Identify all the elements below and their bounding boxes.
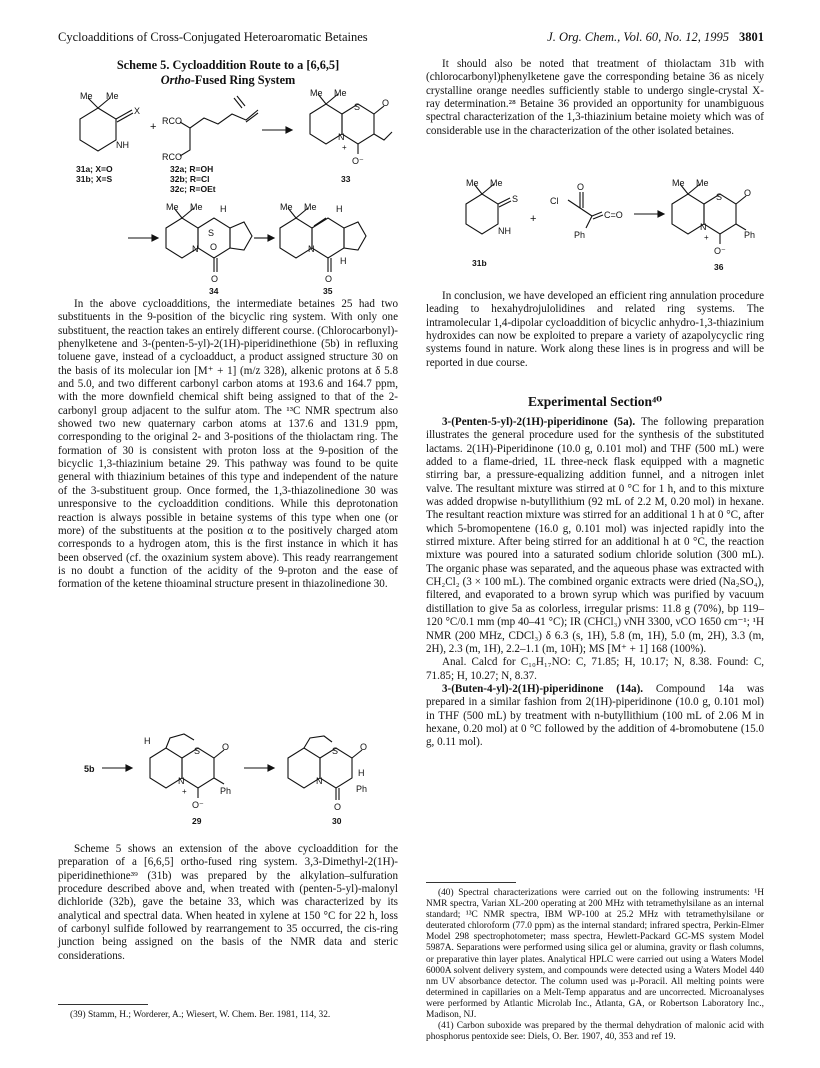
running-header xyxy=(58,30,764,46)
me-label: Me xyxy=(280,202,293,212)
journal-name: J. Org. Chem., Vol. 60, No. 12, 1995 xyxy=(547,30,729,44)
footnote-rule-right xyxy=(426,882,516,883)
page-number: 3801 xyxy=(739,30,764,44)
label-29: 29 xyxy=(192,816,202,826)
compound-32-structure xyxy=(162,96,258,194)
compound-29-structure xyxy=(144,734,231,826)
scheme-31b-36 xyxy=(426,178,764,278)
s-label: S xyxy=(332,746,339,756)
experimental-section xyxy=(426,394,764,750)
running-title: Cycloadditions of Cross-Conjugated Heteroaromatic Betaines xyxy=(58,30,368,44)
ominus-label: O⁻ xyxy=(352,156,364,166)
label-31b-right: 31b xyxy=(472,258,487,268)
x-label: X xyxy=(134,106,141,116)
exp-5a-body: The following preparation illustrates the general procedure used for the synthesis of the substituted lactams. 2(1H)-Piperidinone (10.0 g, 0.101 mol) and THF (500 mL) were added to a flame-dried, 1L three-neck flask equipped with a magnetic stirring bar, a pressure-equalizing addition funnel, and a nitrogen inlet valve. The resultant mixture was stirred at 0 °C for 1 h, and to this mixture was added dropwise n-butyllithium (92 mL of 2.2 M, 0.20 mol) in hexane. The resultant reaction mixture was stirred for an additional 1 h at 0 °C, after which 5-bromopentene (16.0 g, 0.101 mol) was injected rapidly into the stirred mixture. After being stirred for an additional h at 0 °C, the reaction mixture was poured into a saturated sodium chloride solution (300 mL). The organic phase was separated, and the aqueous phase was extracted with CH₂Cl₂ (3 × 100 mL). The combined organic extracts were dried (Na₂SO₄), filtered, and evaporated to a brown syrup which was purified by vacuum distillation to give 5a as colorless, irregular prisms: 11.8 g (70%), bp 119–120 °C/0.1 mm (mp 40–41 °C); IR (CHCl₃) νNH 3300, νCO 1650 cm⁻¹; ¹H NMR (200 MHz, CDCl₃) δ 6.3 (s, 1H), 5.8 (m, 1H), 5.0 (m, 2H), 3.3 (m, 2H), 2.3 (m, 1H), 2.2–1.1 (m, 10H); MS [M⁺ + 1] 168 (100%). xyxy=(426,416,764,655)
h-label: H xyxy=(358,768,365,778)
scheme5-title xyxy=(58,58,398,88)
ph-label: Ph xyxy=(356,784,368,794)
compound-33-structure xyxy=(310,88,392,184)
label-35: 35 xyxy=(323,286,333,296)
compound-35-structure xyxy=(280,202,366,296)
s-label: S xyxy=(208,228,215,238)
me-label: Me xyxy=(166,202,179,212)
ominus-label: O⁻ xyxy=(192,800,204,810)
footnote-39-text: (39) Stamm, H.; Worderer, A.; Wiesert, W. Chem. Ber. 1981, 114, 32. xyxy=(70,1010,331,1020)
right-para-1 xyxy=(426,58,764,138)
s-label: S xyxy=(194,746,201,756)
n-label: N xyxy=(316,776,323,786)
s-label: S xyxy=(716,192,723,202)
me-label: Me xyxy=(696,178,709,188)
exp-14a xyxy=(426,683,764,750)
n-label: N xyxy=(700,222,707,232)
compound-34-structure xyxy=(166,202,252,296)
me-label: Me xyxy=(672,178,685,188)
scheme5-title-line1: Scheme 5. Cycloaddition Route to a [6,6,5] xyxy=(116,58,340,72)
compound-36-structure xyxy=(672,178,755,272)
me-label: Me xyxy=(106,91,119,101)
plus-charge: + xyxy=(704,233,709,242)
n-label: N xyxy=(308,244,315,254)
exp-5a-title: 3-(Penten-5-yl)-2(1H)-piperidinone (5a). xyxy=(442,416,636,428)
left-para-2-text: Scheme 5 shows an extension of the above cycloaddition for the preparation of a [6,6,5] ortho-fused ring system. 3,3-Dimethyl-2(1H)-piperidinethione³⁹ (31b) was prepared by the alkylation–sulfuration procedure described above and, when treated with (penten-5-yl)-malonyl dichloride (32b), gave the betaine 33, which was characterized by its analytical and spectral data. When heated in xylene at 150 °C for 22 h, loss of carbonyl sulfide followed by rearrangement to 35 occurred, the cis-ring junction being assigned on the basis of the NMR data and steric considerations. xyxy=(58,843,398,962)
plus-charge: + xyxy=(342,143,347,152)
scheme5-title-rest: -Fused Ring System xyxy=(190,73,296,87)
journal-citation xyxy=(547,30,764,45)
h-label: H xyxy=(340,256,347,266)
exp-5a-anal: Anal. Calcd for C₁₀H₁₇NO: C, 71.85; H, 10.17; N, 8.38. Found: C, 71.85; H, 10.27; N, 8.37. xyxy=(426,656,764,682)
plus-sign: + xyxy=(150,121,157,133)
section-title: Experimental Section⁴⁰ xyxy=(527,394,663,409)
o-label: O xyxy=(210,242,218,252)
label-36: 36 xyxy=(714,262,724,272)
n-label: N xyxy=(338,132,345,142)
ph-label: Ph xyxy=(744,230,756,240)
label-32b: 32b; R=Cl xyxy=(170,174,210,184)
label-31a: 31a; X=O xyxy=(76,164,113,174)
ph-label: Ph xyxy=(574,230,586,240)
compound-31-structure xyxy=(76,91,140,184)
footnote-41-text: (41) Carbon suboxide was prepared by the thermal dehydration of malonic acid with phosphorus pentoxide see: Diels, O. Ber. 1907, 40, 353 and ref 19. xyxy=(426,1021,764,1043)
label-5b: 5b xyxy=(84,764,95,774)
h-label: H xyxy=(144,736,151,746)
left-para-2 xyxy=(58,843,398,963)
label-34: 34 xyxy=(209,286,219,296)
right-para-2-text: In conclusion, we have developed an efficient ring annulation procedure leading to hexahydrojulolidines and related ring systems. The intramolecular 1,4-dipolar cycloaddition of bicyclic anhydro-1,3-thiazinium hydroxides can now be exploited to prepare a variety of azapolycyclic ring systems found in nature. Work along these lines is in progress and will be reported in due course. xyxy=(426,290,764,369)
exp-14a-title: 3-(Buten-4-yl)-2(1H)-piperidinone (14a). xyxy=(442,682,644,695)
n-label: N xyxy=(192,244,199,254)
me-label: Me xyxy=(310,88,323,98)
compound-31b-structure xyxy=(466,178,518,268)
nh-label: NH xyxy=(116,140,129,150)
o-label: O xyxy=(211,274,219,284)
scheme-5b-29-30 xyxy=(58,732,398,832)
cl-label: Cl xyxy=(550,196,559,206)
me-label: Me xyxy=(466,178,479,188)
label-31b: 31b; X=S xyxy=(76,174,113,184)
rco-label: RCO xyxy=(162,152,182,162)
o-label: O xyxy=(577,182,585,192)
me-label: Me xyxy=(490,178,503,188)
ominus-label: O⁻ xyxy=(714,246,726,256)
footnotes-right xyxy=(426,888,764,1043)
o-label: O xyxy=(334,802,342,812)
exp-5a xyxy=(426,416,764,656)
rco-label: RCO xyxy=(162,116,182,126)
scheme5-title-line2 xyxy=(58,73,398,88)
label-32a: 32a; R=OH xyxy=(170,164,214,174)
footnote-40-text: (40) Spectral characterizations were carried out on the following instruments: ¹H NMR spectra, Varian XL-200 operating at 200 MHz with tetramethylsilane as an internal standard; ¹³C NMR spectra, IBM WP-100 at 25.2 MHz with tetramethylsilane or deuterated chloroform (77.0 ppm) as the internal standard; infrared spectra, Perkin-Elmer Model 298 spectrophotometer; mass spectra, Hewlett-Packard GC-MS system Model 5987A. Separations were performed using silica gel or alumina, gravity or flash columns, or preparative thin layer plates. Analytical HPLC were carried out using a Waters Model 6000A solvent delivery system, and compounds were detected using a Waters Model 440 nm UV absorbance detector. The column used was μ-Poracil. All melting points were determined in capillaries on a Melt-Temp apparatus and are uncorrected. Microanalyses were performed by Atlantic Microlab Inc., Atlanta, GA, or Robertson Laboratory Inc., Madison, NJ. xyxy=(426,888,764,1021)
scheme5-figure xyxy=(58,88,398,296)
ph-label: Ph xyxy=(220,786,232,796)
footnote-rule-left xyxy=(58,1004,148,1005)
plus-charge: + xyxy=(182,787,187,796)
me-label: Me xyxy=(334,88,347,98)
exp-14a-body: Compound 14a was prepared in a similar fashion from 2(1H)-piperidinone (10.0 g, 0.101 mol) in THF (500 mL) by treatment with n-butyllithium (100 mL of 2.06 M in hexane, 0.20 mol) at 0 °C followed by the addition of 4-bromobutene (15.0 g, 0.11 mol). xyxy=(426,682,764,749)
nh-label: NH xyxy=(498,226,511,236)
o-label: O xyxy=(382,98,390,108)
me-label: Me xyxy=(304,202,317,212)
s-label: S xyxy=(354,102,361,112)
label-32c: 32c; R=OEt xyxy=(170,184,216,194)
chlorocarbonylphenylketene-structure xyxy=(550,182,623,240)
s-label: S xyxy=(512,194,519,204)
me-label: Me xyxy=(190,202,203,212)
o-label: O xyxy=(744,188,752,198)
plus-sign: + xyxy=(530,213,537,225)
o-label: O xyxy=(325,274,333,284)
left-para-1 xyxy=(58,298,398,592)
scheme5-title-ortho: Ortho xyxy=(160,73,191,87)
o-label: O xyxy=(360,742,368,752)
h-label: H xyxy=(336,204,343,214)
footnote-39 xyxy=(58,1010,398,1021)
label-33: 33 xyxy=(341,174,351,184)
h-label: H xyxy=(220,204,227,214)
ceo-label: C=O xyxy=(604,210,623,220)
compound-30-structure xyxy=(288,736,367,826)
left-para-1-text: In the above cycloadditions, the intermediate betaines 25 had two substituents in the 9-position of the bicyclic ring system. With only one substituent, the reaction takes an entirely different course. (Chlorocarbonyl)-phenylketene and 3-(penten-5-yl)-2(1H)-piperidinethione (5b) in refluxing toluene gave, instead of a cycloadduct, a product assigned structure 30 on the basis of its molecular ion [M⁺ + 1] (m/z 328), alkenic protons at δ 5.8 and 5.0, and two different carbonyl carbon atoms at 193.6 and 164.7 ppm, with the more downfield chemical shift being assigned to that of the 2-carbonyl group adjacent to the sulfur atom. The ¹³C NMR spectrum also showed two new quaternary carbon atoms at 137.6 and 131.9 ppm, corresponding to the original 2- and 3-positions of the thiolactam ring. The formation of 30 is consistent with proton loss at the 9-position of the bicyclic 1,3-thiazinium betaine 29. This pathway was found to be quite general with thiazinium betaines of this type and independent of the nature of the 3-substituent group. Once formed, the 1,3-thiazolinedione 30 was unresponsive to the cycloaddition conditions. While this deprotonation reaction is always possible in betaine systems of this type when one (or more) of the substituents at the position α to the positively charged atom corresponds to a hydrogen atom, this is the first instance in which it has been observed (cf. the oxazinium system above). This ready rearrangement is no doubt a function of the acidity of the 9-proton and the ease of formation of the ketene thioaminal structure present in thiazolinedione 30. xyxy=(58,298,398,591)
o-label: O xyxy=(222,742,230,752)
n-label: N xyxy=(178,776,185,786)
me-label: Me xyxy=(80,91,93,101)
label-30: 30 xyxy=(332,816,342,826)
right-para-1-text: It should also be noted that treatment of thiolactam 31b with (chlorocarbonyl)phenylketene gave the corresponding betaine 36 as nicely crystalline orange needles sufficiently stable to undergo single-crystal X-ray determination.²⁸ Betaine 36 provided an opportunity for unambiguous spectral characterization of the 1,3-thiazinium betaine moiety which was of considerable use in the characterization of the other isolated betaines. xyxy=(426,58,764,137)
right-para-2 xyxy=(426,290,764,370)
